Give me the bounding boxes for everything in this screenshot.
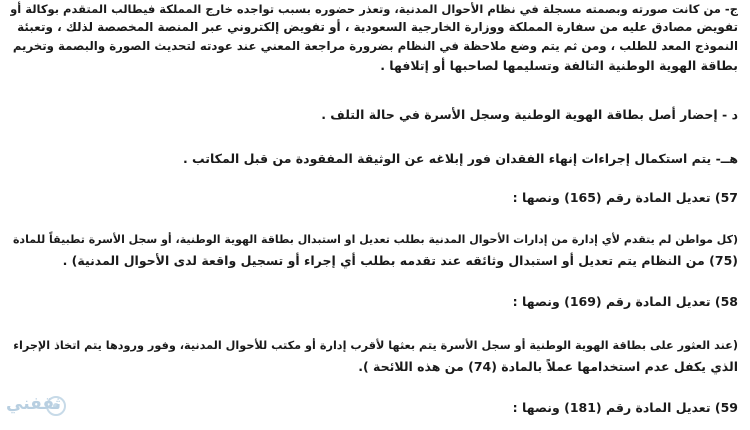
article-57-text-2: (75) من النظام يتم تعديل أو استبدال وثائقه عند تقدمه بطلب أي إجراء أو تسجيل واقعة لدى الأحوال المدنية) . (62, 253, 738, 268)
article-57-heading: 57) تعديل المادة رقم (165) ونصها : (512, 190, 738, 205)
watermark-text: ثقفني (6, 394, 61, 414)
site-watermark-logo (4, 386, 70, 426)
paragraph-line-4: بطاقة الهوية الوطنية التالفة وتسليمها لصاحبها أو إتلافها . (380, 58, 738, 73)
item-h-line: هــ- يتم استكمال إجراءات إنهاء الفقدان فور إبلاغه عن الوثيقة المفقودة من قبل المكاتب . (182, 151, 738, 166)
paragraph-line-3: النموذج المعد للطلب ، ومن ثم يتم وضع ملاحظة في النظام بضرورة مراجعة المعني عند عودته لتحديث الصورة والبصمة وتخريم (12, 39, 738, 53)
article-57-text-1: (كل مواطن لم يتقدم لأي إدارة من إدارات الأحوال المدنية بطلب تعديل او استبدال بطاقة الهوية الوطنية، أو سجل الأسرة تطبيقاً للمادة (12, 233, 738, 246)
article-59-heading: 59) تعديل المادة رقم (181) ونصها : (512, 400, 738, 415)
item-d-line: د - إحضار أصل بطاقة الهوية الوطنية وسجل الأسرة في حالة التلف . (321, 107, 738, 122)
article-58-text-2: الذي يكفل عدم استخدامها عملاً بالمادة (74) من هذه اللائحة ). (358, 359, 738, 374)
paragraph-line-2: تفويض مصادق عليه من سفارة المملكة ووزارة الخارجية السعودية ، أو تفويض إلكتروني عبر المنصة المخصصة لذلك ، وتعبئة (17, 20, 738, 34)
paragraph-line-1: ج- من كانت صورته وبصمته مسجلة في نظام الأحوال المدنية، وتعذر حضوره بسبب تواجده خارج المملكة فيطالب المتقدم بوكالة أو (10, 2, 738, 16)
article-58-heading: 58) تعديل المادة رقم (169) ونصها : (512, 294, 738, 309)
article-58-text-1: (عند العثور على بطاقة الهوية الوطنية أو سجل الأسرة يتم بعثها لأقرب إدارة أو مكتب للأحوال المدنية، وفور ورودها يتم اتخاذ الإجراء (13, 339, 738, 352)
